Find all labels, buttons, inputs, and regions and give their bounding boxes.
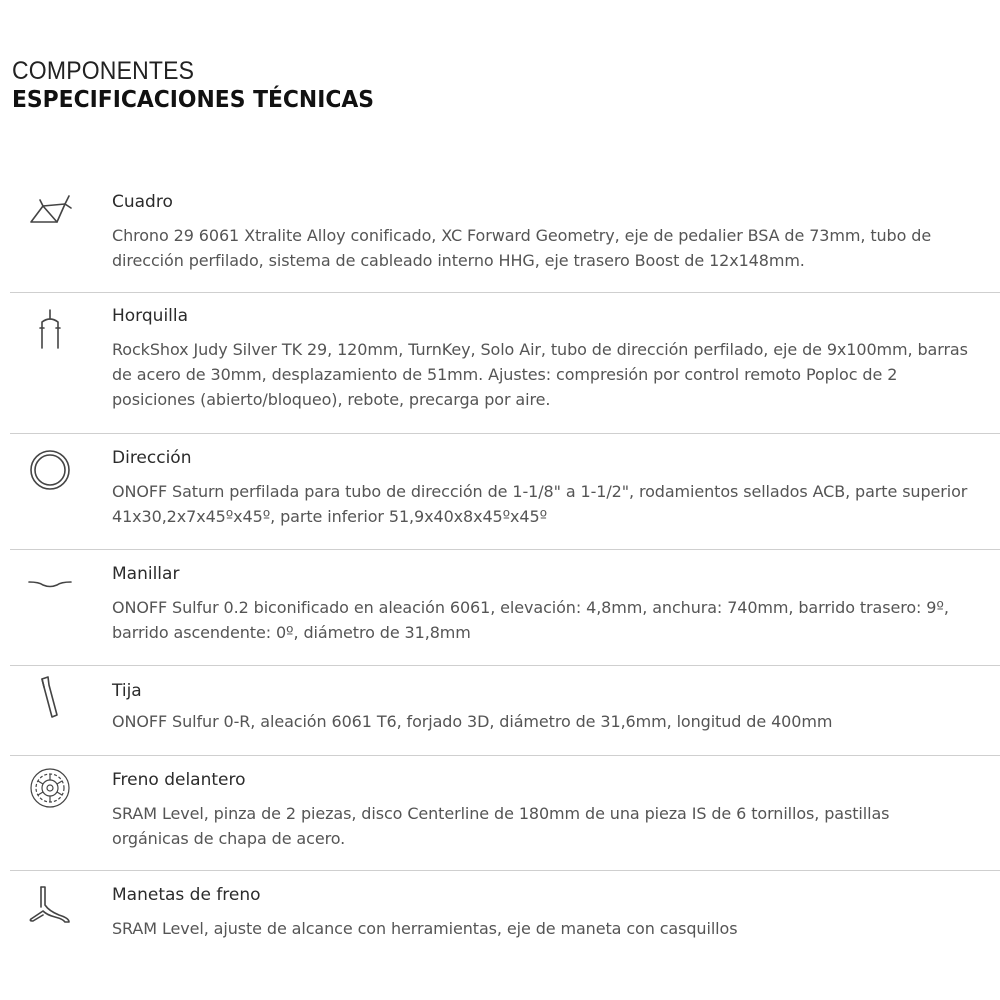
section-title: ESPECIFICACIONES TÉCNICAS xyxy=(12,87,375,113)
spec-description: ONOFF Saturn perfilada para tubo de dirección de 1-1/8" a 1-1/2", rodamientos sellados ACB, parte superior 41x30,2x7x45ºx45º, parte inferior 51,9x40x8x45ºx45º xyxy=(112,482,968,526)
spec-row-tija xyxy=(10,666,1000,756)
handlebar-icon xyxy=(26,560,74,608)
spec-name: Manetas de freno xyxy=(112,885,261,905)
page-header xyxy=(12,56,393,114)
spec-description: ONOFF Sulfur 0-R, aleación 6061 T6, forjado 3D, diámetro de 31,6mm, longitud de 400mm xyxy=(112,712,833,731)
spec-name: Tija xyxy=(112,681,142,701)
section-subtitle: COMPONENTES xyxy=(12,57,195,85)
spec-name: Manillar xyxy=(112,564,180,584)
spec-name: Cuadro xyxy=(112,192,173,212)
spec-list xyxy=(10,178,1000,961)
spec-name: Freno delantero xyxy=(112,770,246,790)
spec-row-horquilla xyxy=(10,293,1000,434)
spec-row-cuadro xyxy=(10,178,1000,293)
seatpost-icon xyxy=(26,674,74,722)
spec-description: RockShox Judy Silver TK 29, 120mm, TurnKey, Solo Air, tubo de dirección perfilado, eje de 9x100mm, barras de acero de 30mm, desplazamiento de 51mm. Ajustes: compresión por control remoto Poploc de 2 posiciones (abierto/bloqueo), rebote, precarga por aire. xyxy=(112,340,968,409)
spec-name: Horquilla xyxy=(112,306,189,326)
spec-row-manillar xyxy=(10,550,1000,666)
spec-description: SRAM Level, ajuste de alcance con herramientas, eje de maneta con casquillos xyxy=(112,919,738,938)
bike-frame-icon xyxy=(26,186,74,234)
brake-lever-icon xyxy=(26,881,74,929)
spec-row-manetas-de-freno xyxy=(10,871,1000,961)
headset-ring-icon xyxy=(26,446,74,494)
spec-row-freno-delantero xyxy=(10,756,1000,871)
spec-description: ONOFF Sulfur 0.2 biconificado en aleación 6061, elevación: 4,8mm, anchura: 740mm, barrido trasero: 9º, barrido ascendente: 0º, diámetro de 31,8mm xyxy=(112,598,949,642)
spec-description: SRAM Level, pinza de 2 piezas, disco Centerline de 180mm de una pieza IS de 6 tornillos, pastillas orgánicas de chapa de acero. xyxy=(112,804,890,848)
suspension-fork-icon xyxy=(26,305,74,353)
spec-description: Chrono 29 6061 Xtralite Alloy conificado, XC Forward Geometry, eje de pedalier BSA de 73mm, tubo de dirección perfilado, sistema de cableado interno HHG, eje trasero Boost de 12x148mm. xyxy=(112,226,932,270)
spec-row-direccion xyxy=(10,434,1000,550)
brake-disc-icon xyxy=(26,764,74,812)
spec-name: Dirección xyxy=(112,448,192,468)
